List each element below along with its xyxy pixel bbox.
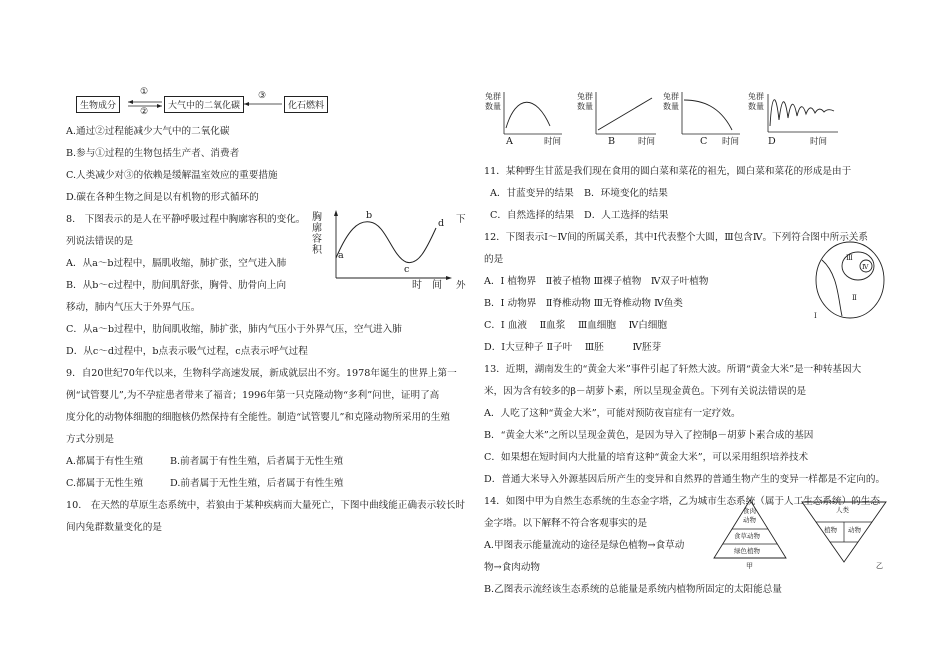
arrow-label-1: ①: [140, 87, 149, 97]
rabbit-c-label: C: [700, 136, 708, 147]
point-b: b: [366, 210, 373, 221]
venn-label-II: Ⅱ: [852, 294, 857, 302]
rabbit-c-xlabel: 时间: [722, 137, 740, 147]
rabbit-a-ylabel-3: 数: [485, 102, 493, 111]
q10-line1: 10. 在天然的草原生态系统中，若狼由于某种疾病而大量死亡，下图中曲线能正确表示较长时: [66, 500, 466, 511]
rabbit-d-label: D: [768, 136, 776, 147]
q12-option-d: D．Ⅰ大豆种子 Ⅱ子叶 Ⅲ胚 Ⅳ胚芽: [484, 342, 662, 353]
arrow-label-2: ②: [140, 107, 149, 117]
q12-line2: 的是: [484, 254, 504, 265]
rabbit-b-ylabel-1: 兔: [577, 92, 585, 101]
q9-line1: 9．自20世纪70年代以来，生物科学高速发展，新成就层出不穷。1978年诞生的世界上第一: [66, 368, 457, 379]
q13-option-b: B．“黄金大米”之所以呈现金黄色，是因为导入了控制β－胡萝卜素合成的基因: [484, 430, 814, 441]
q13-option-a: A．人吃了这种“黄金大米”，可能对预防夜盲症有一定疗效。: [484, 408, 741, 419]
q14-option-a-line1: A.甲图表示能量流动的途径是绿色植物→食草动: [484, 540, 685, 551]
q13-option-c: C．如果想在短时间内大批量的培育这种“黄金大米”，可以采用组织培养技术: [484, 452, 809, 463]
point-d: d: [438, 218, 445, 229]
rabbit-a-ylabel-1: 兔: [485, 92, 493, 101]
fossil-fuel-box: 化石燃料: [284, 96, 328, 113]
q14-option-a-line2: 物→食肉动物: [484, 562, 541, 573]
q14-line1: 14．如图中甲为自然生态系统的生态金字塔，乙为城市生态系统（属于人工生态系统）的生态: [484, 496, 880, 507]
q8-option-a: A．从a～b过程中，膈肌收缩，肺扩张，空气进入肺: [66, 258, 287, 269]
q14-option-b: B.乙图表示流经该生态系统的总能量是系统内植物所固定的太阳能总量: [484, 584, 782, 595]
q9-line4: 方式分别是: [66, 434, 114, 445]
rabbit-a-xlabel: 时间: [544, 137, 562, 147]
q11-option-d: D．人工选择的结果: [584, 210, 669, 221]
q8-option-d: D．从c～d过程中，b点表示吸气过程，c点表示呼气过程: [66, 346, 308, 357]
q9-option-c: C.都属于无性生殖: [66, 478, 144, 489]
rabbit-b-xlabel: 时间: [638, 137, 656, 147]
carbon-cycle-diagram: [76, 87, 336, 118]
rabbit-b-ylabel-3: 数: [577, 102, 585, 111]
rabbit-c-ylabel-3: 数: [663, 102, 671, 111]
rabbit-charts: [484, 90, 884, 156]
rabbit-b-label: B: [608, 136, 616, 147]
q7-option-a: A.通过②过程能减少大气中的二氧化碳: [66, 126, 230, 137]
rabbit-chart-c: [662, 90, 752, 156]
rabbit-d-ylabel-3: 数: [748, 102, 756, 111]
q13-line1: 13．近期，湖南发生的“黄金大米”事件引起了轩然大波。所谓“黄金大米”是一种转基因大: [484, 364, 862, 375]
y-label-1: 胸: [312, 212, 322, 223]
q13-line2: 米，因为含有较多的β－胡萝卜素，所以呈现金黄色。下列有关说法错误的是: [484, 386, 807, 397]
rabbit-chart-b: [576, 90, 666, 156]
curve-b: [598, 98, 652, 130]
q12-option-a: A．Ⅰ 植物界 Ⅱ被子植物 Ⅲ裸子植物 Ⅳ双子叶植物: [484, 276, 709, 287]
rabbit-d-xlabel: 时间: [810, 137, 828, 147]
arrow-label-3: ③: [258, 91, 267, 101]
venn-label-IV: Ⅳ: [862, 263, 869, 271]
rabbit-a-label: A: [506, 136, 513, 147]
point-c: c: [404, 264, 410, 275]
y-label-3: 容: [312, 234, 322, 245]
pyramid-jia: [710, 498, 790, 570]
rabbit-b-ylabel-4: 量: [585, 102, 593, 111]
rabbit-chart-d: [748, 90, 844, 156]
divider-curve: [822, 260, 842, 316]
point-a: a: [338, 250, 344, 261]
bio-component-box: 生物成分: [76, 96, 120, 113]
jia-label: 甲: [746, 562, 753, 570]
q7-option-c: C.人类减少对③的依赖是缓解温室效应的重要措施: [66, 170, 278, 181]
q7-option-d: D.碳在各种生物之间是以有机物的形式循环的: [66, 192, 259, 203]
q9-line2: 例“试管婴儿”,为不孕症患者带来了福音；1996年第一只克隆动物“多利”问世，证明了高: [66, 390, 440, 401]
q8-option-b-line1-end: 外: [456, 280, 466, 291]
q9-option-d: D.前者属于无性生殖，后者属于有性生殖: [170, 478, 344, 489]
thorax-volume-chart: [314, 210, 454, 292]
q9-option-b: B.前者属于有性生殖，后者属于无性生殖: [170, 456, 344, 467]
carbon-arrows: [76, 94, 336, 118]
q10-line2: 间内兔群数量变化的是: [66, 522, 162, 533]
jia-carnivore-2: 动物: [743, 516, 756, 524]
venn-label-I: Ⅰ: [814, 312, 817, 320]
rabbit-b-ylabel-2: 群: [585, 92, 593, 101]
q8-stem-line1: 8. 下图表示的是人在平静呼吸过程中胸廓容积的变化。: [66, 214, 306, 225]
venn-label-III: Ⅲ: [846, 254, 853, 262]
q8-option-b-line2: 移动，肺内气压大于外界气压。: [66, 302, 201, 313]
q9-option-a: A.都属于有性生殖: [66, 456, 144, 467]
volume-curve: [336, 222, 436, 263]
q12-option-c: C．Ⅰ 血液 Ⅱ血浆 Ⅲ血细胞 Ⅳ白细胞: [484, 320, 667, 331]
q8-option-c: C．从a～b过程中，肋间肌收缩，肺扩张，肺内气压小于外界气压，空气进入肺: [66, 324, 402, 335]
q12-line1: 12．下图表示Ⅰ～Ⅳ间的所属关系，其中Ⅰ代表整个大圆，Ⅲ包含Ⅳ。下列符合图中所示关系: [484, 232, 868, 243]
q14-line2: 金字塔。以下解释不符合客观事实的是: [484, 518, 648, 529]
q11-option-a: A．甘蓝变异的结果: [490, 188, 574, 199]
q11-option-c: C．自然选择的结果: [490, 210, 575, 221]
q13-option-d: D．普通大米导入外源基因后所产生的变异和自然界的普通生物产生的变异一样都是不定向的。: [484, 474, 886, 485]
q11-stem: 11．某种野生甘蓝是我们现在食用的圆白菜和菜花的祖先，圆白菜和菜花的形成是由于: [484, 166, 852, 177]
curve-d: [770, 100, 834, 126]
q7-option-b: B.参与①过程的生物包括生产者、消费者: [66, 148, 240, 159]
rabbit-d-ylabel-2: 群: [756, 92, 764, 101]
jia-plant: 绿色植物: [734, 547, 760, 555]
rabbit-d-ylabel-4: 量: [756, 102, 764, 111]
rabbit-c-ylabel-2: 群: [671, 92, 679, 101]
atmosphere-co2-box: 大气中的二氧化碳: [164, 96, 244, 113]
venn-diagram: [814, 240, 886, 322]
rabbit-c-ylabel-4: 量: [671, 102, 679, 111]
curve-c: [684, 100, 732, 130]
rabbit-a-ylabel-2: 群: [493, 92, 501, 101]
yi-animal: 动物: [848, 526, 861, 534]
rabbit-c-ylabel-1: 兔: [663, 92, 671, 101]
yi-plant: 植物: [824, 526, 837, 534]
yi-human: 人类: [836, 506, 849, 514]
yi-label: 乙: [876, 562, 883, 570]
rabbit-chart-a: [484, 90, 574, 156]
pyramid-yi: [800, 500, 890, 572]
q8-stem-line2: 列说法错误的是: [66, 236, 134, 247]
q12-option-b: B．Ⅰ 动物界 Ⅱ脊椎动物 Ⅲ无脊椎动物 Ⅳ鱼类: [484, 298, 683, 309]
x-label: 时 间: [412, 280, 442, 291]
jia-carnivore-1: 食肉: [743, 507, 756, 515]
q11-option-b: B．环境变化的结果: [584, 188, 668, 199]
y-label-4: 积: [312, 245, 322, 256]
q8-stem-line1-end: 下: [456, 214, 466, 225]
q8-option-b-line1: B．从b～c过程中，肋间肌舒张，胸骨、肋骨向上向: [66, 280, 287, 291]
rabbit-d-ylabel-1: 兔: [748, 92, 756, 101]
jia-herbivore: 食草动物: [734, 532, 760, 540]
rabbit-a-ylabel-4: 量: [493, 102, 501, 111]
y-label-2: 廓: [312, 223, 322, 234]
curve-a: [506, 102, 550, 128]
q9-line3: 度分化的动物体细胞的细胞核仍然保持有全能性。制造“试管婴儿”和克隆动物所采用的生殖: [66, 412, 450, 423]
